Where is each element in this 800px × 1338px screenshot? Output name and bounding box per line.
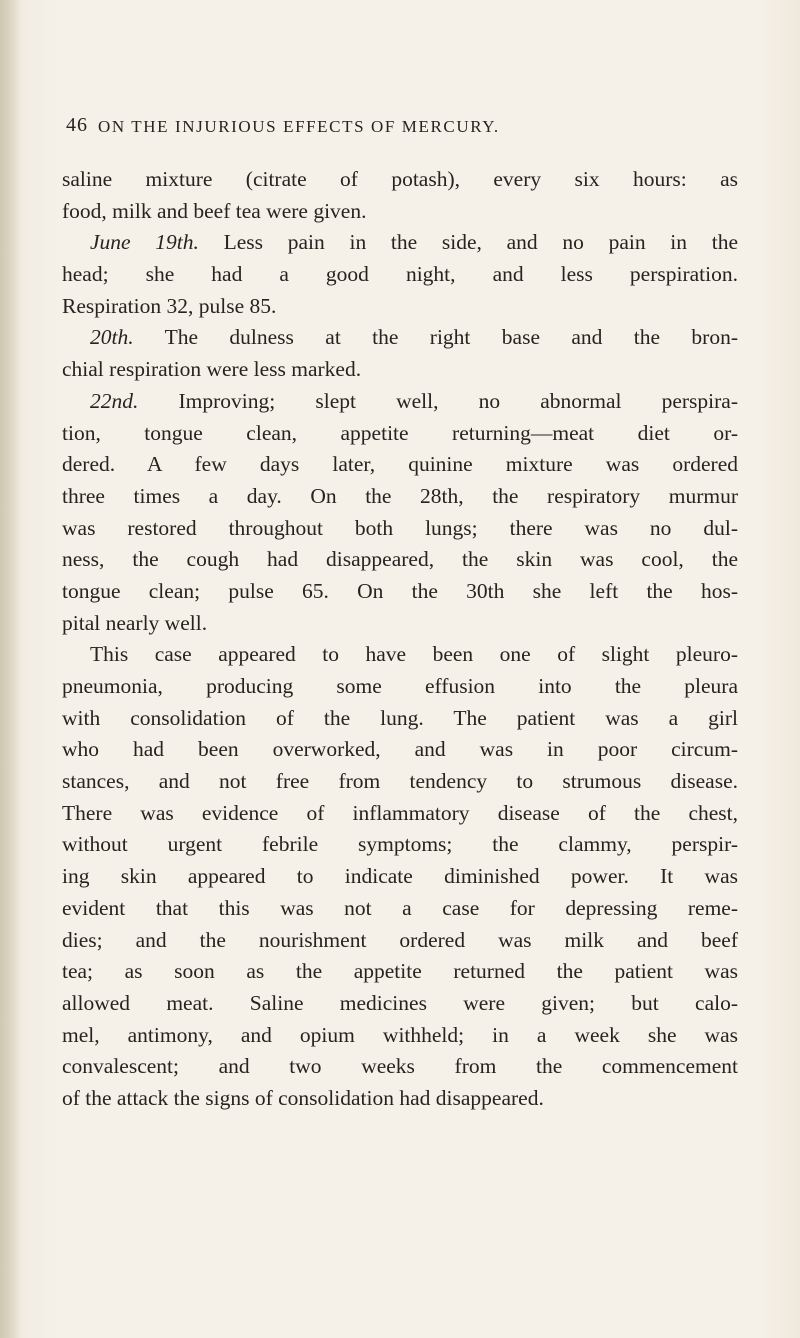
entry-date: 22nd. bbox=[90, 388, 139, 413]
text-line bbox=[62, 227, 738, 259]
page-number: 46 bbox=[66, 114, 88, 136]
body-text bbox=[62, 164, 738, 1115]
text-line: without urgent febrile symptoms; the clammy, perspir- bbox=[62, 832, 738, 857]
text-line: stances, and not free from tendency to strumous disease. bbox=[62, 769, 738, 794]
text-line: head; she had a good night, and less perspiration. bbox=[62, 262, 738, 287]
text-line: with consolidation of the lung. The patient was a girl bbox=[62, 705, 738, 730]
text-line: three times a day. On the 28th, the respiratory murmur bbox=[62, 483, 738, 508]
entry-date: 20th. bbox=[90, 325, 134, 350]
page-header bbox=[66, 114, 736, 144]
text-line bbox=[62, 386, 738, 418]
text-line: who had been overworked, and was in poor circum- bbox=[62, 737, 738, 762]
text-line: tion, tongue clean, appetite returning—meat diet or- bbox=[62, 420, 738, 445]
text-line: pneumonia, producing some effusion into the pleura bbox=[62, 674, 738, 698]
running-head: ON THE INJURIOUS EFFECTS OF MERCURY. bbox=[98, 117, 500, 136]
text-line: tea; as soon as the appetite returned the patient was bbox=[62, 959, 738, 984]
page-binding-shadow bbox=[0, 0, 22, 1338]
text-line: pital nearly well. bbox=[62, 610, 208, 635]
entry-text: Less pain in the side, and no pain in the bbox=[198, 230, 738, 255]
text-line: of the attack the signs of consolidation had disappeared. bbox=[62, 1085, 544, 1110]
text-line: chial respiration were less marked. bbox=[62, 357, 362, 382]
text-line: dies; and the nourishment ordered was milk and beef bbox=[62, 927, 738, 952]
text-line: ness, the cough had disappeared, the skin was cool, the bbox=[62, 547, 738, 572]
text-line: dered. A few days later, quinine mixture was ordered bbox=[62, 452, 738, 477]
entry-text: Improving; slept well, no abnormal perspira- bbox=[138, 388, 738, 413]
text-line: saline mixture (citrate of potash), every six hours: as bbox=[62, 167, 738, 191]
text-line: was restored throughout both lungs; there was no dul- bbox=[62, 515, 738, 540]
text-line: food, milk and beef tea were given. bbox=[62, 198, 367, 223]
text-line: There was evidence of inflammatory disease of the chest, bbox=[62, 800, 738, 825]
entry-date: June 19th. bbox=[90, 230, 199, 255]
text-line: Respiration 32, pulse 85. bbox=[62, 293, 277, 318]
text-line bbox=[62, 322, 738, 354]
text-line: This case appeared to have been one of slight pleuro- bbox=[90, 642, 738, 667]
text-line: tongue clean; pulse 65. On the 30th she left the hos- bbox=[62, 578, 738, 603]
text-line: allowed meat. Saline medicines were given; but calo- bbox=[62, 990, 738, 1015]
text-line: convalescent; and two weeks from the commencement bbox=[62, 1054, 738, 1079]
entry-text: The dulness at the right base and the bron- bbox=[133, 325, 738, 350]
text-line: ing skin appeared to indicate diminished power. It was bbox=[62, 864, 738, 889]
text-line: mel, antimony, and opium withheld; in a week she was bbox=[62, 1022, 738, 1047]
text-line: evident that this was not a case for depressing reme- bbox=[62, 895, 738, 920]
